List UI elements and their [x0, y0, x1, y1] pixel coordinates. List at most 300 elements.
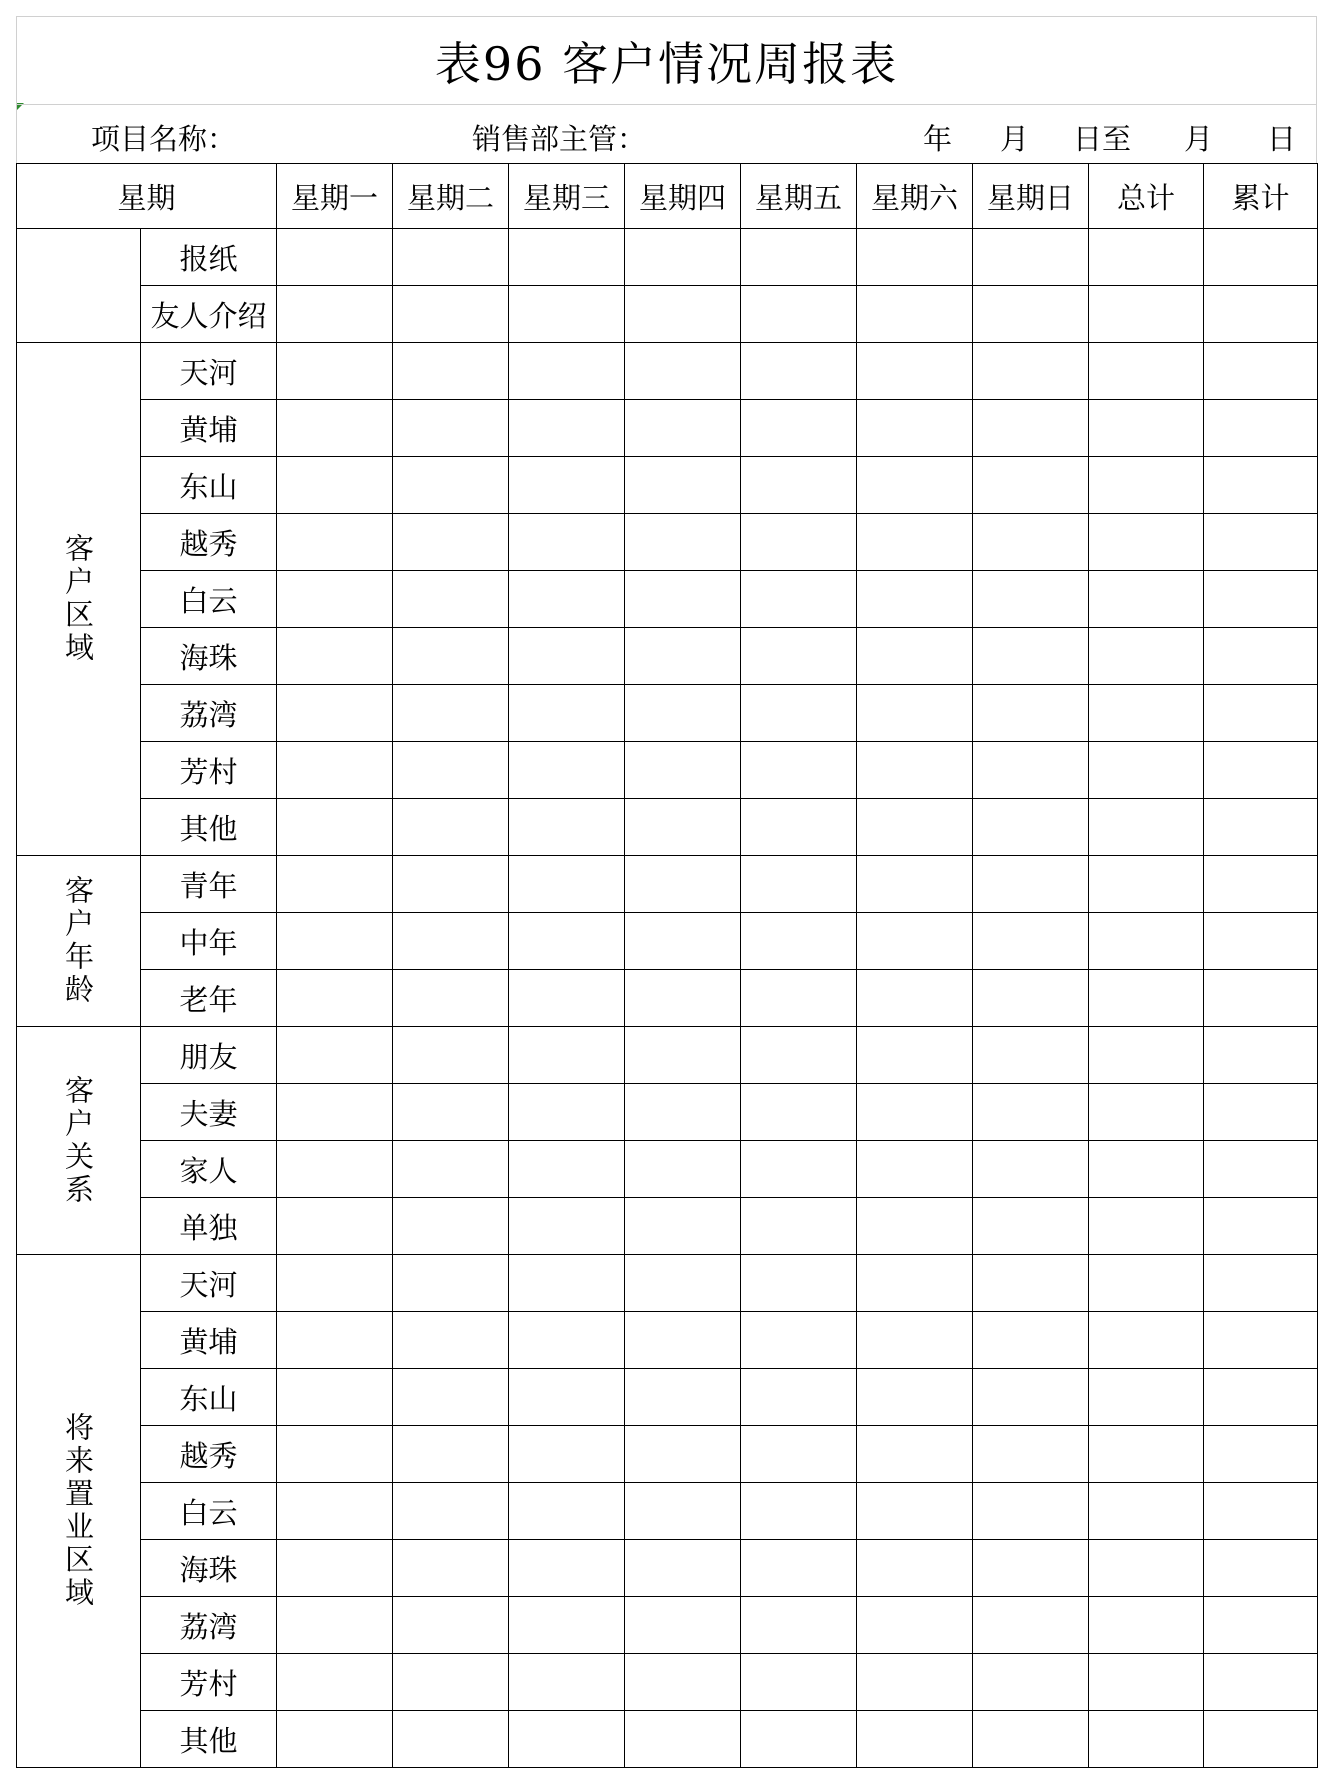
data-cell[interactable]: [857, 514, 973, 571]
data-cell[interactable]: [625, 799, 741, 856]
data-cell[interactable]: [857, 1198, 973, 1255]
table-row: [17, 856, 1318, 913]
data-cell[interactable]: [393, 1312, 509, 1369]
data-cell[interactable]: [625, 1084, 741, 1141]
data-cell[interactable]: [741, 1198, 857, 1255]
data-cell[interactable]: [509, 1027, 625, 1084]
data-cell[interactable]: [509, 742, 625, 799]
data-cell[interactable]: [509, 1426, 625, 1483]
table-row: [17, 628, 1318, 685]
data-cell[interactable]: [393, 1654, 509, 1711]
data-cell[interactable]: [857, 457, 973, 514]
data-cell[interactable]: [741, 1141, 857, 1198]
data-cell[interactable]: [741, 1255, 857, 1312]
data-cell[interactable]: [277, 1198, 393, 1255]
row-label-cell: 越秀: [141, 514, 277, 571]
data-cell[interactable]: [509, 1198, 625, 1255]
data-cell[interactable]: [1204, 1540, 1318, 1597]
group-label-cell: 客户年龄: [17, 856, 141, 1027]
data-cell[interactable]: [277, 1255, 393, 1312]
data-cell[interactable]: [625, 685, 741, 742]
data-cell[interactable]: [1204, 913, 1318, 970]
data-cell[interactable]: [1089, 400, 1204, 457]
data-cell[interactable]: [1089, 1027, 1204, 1084]
row-label-cell: 中年: [141, 913, 277, 970]
data-cell[interactable]: [741, 970, 857, 1027]
data-cell[interactable]: [509, 970, 625, 1027]
data-cell[interactable]: [509, 913, 625, 970]
data-cell[interactable]: [277, 685, 393, 742]
data-cell[interactable]: [1204, 1027, 1318, 1084]
data-cell[interactable]: [1089, 628, 1204, 685]
data-cell[interactable]: [393, 1483, 509, 1540]
day-to-label: 日至: [1073, 122, 1132, 156]
row-label-cell: 黄埔: [141, 1312, 277, 1369]
data-cell[interactable]: [857, 1312, 973, 1369]
data-cell[interactable]: [509, 514, 625, 571]
data-cell[interactable]: [625, 1654, 741, 1711]
data-cell[interactable]: [277, 856, 393, 913]
row-label-cell: 荔湾: [141, 685, 277, 742]
data-cell[interactable]: [509, 571, 625, 628]
data-cell[interactable]: [625, 229, 741, 286]
row-label-cell: 东山: [141, 1369, 277, 1426]
data-cell[interactable]: [741, 856, 857, 913]
data-cell[interactable]: [1089, 343, 1204, 400]
data-cell[interactable]: [741, 685, 857, 742]
data-cell[interactable]: [393, 1711, 509, 1768]
week-header-cell: 星期: [17, 164, 277, 229]
data-cell[interactable]: [973, 1141, 1089, 1198]
data-cell[interactable]: [973, 343, 1089, 400]
data-cell[interactable]: [509, 343, 625, 400]
data-cell[interactable]: [393, 400, 509, 457]
data-cell[interactable]: [1089, 799, 1204, 856]
data-cell[interactable]: [625, 970, 741, 1027]
row-label-cell: 天河: [141, 1255, 277, 1312]
data-cell[interactable]: [1089, 457, 1204, 514]
table-row: [17, 1597, 1318, 1654]
table-row: [17, 1654, 1318, 1711]
data-cell[interactable]: [741, 913, 857, 970]
data-cell[interactable]: [973, 229, 1089, 286]
data-cell[interactable]: [857, 1084, 973, 1141]
data-cell[interactable]: [741, 628, 857, 685]
data-cell[interactable]: [973, 514, 1089, 571]
page-title: 表96 客户情况周报表: [434, 36, 899, 91]
data-cell[interactable]: [1089, 229, 1204, 286]
data-cell[interactable]: [973, 1084, 1089, 1141]
data-cell[interactable]: [393, 571, 509, 628]
table-row: [17, 1711, 1318, 1768]
data-cell[interactable]: [625, 856, 741, 913]
data-cell[interactable]: [393, 1084, 509, 1141]
data-cell[interactable]: [393, 229, 509, 286]
data-cell[interactable]: [973, 1369, 1089, 1426]
data-cell[interactable]: [973, 457, 1089, 514]
data-cell[interactable]: [625, 286, 741, 343]
data-cell[interactable]: [1204, 229, 1318, 286]
data-cell[interactable]: [741, 1597, 857, 1654]
data-cell[interactable]: [857, 1141, 973, 1198]
data-cell[interactable]: [509, 1141, 625, 1198]
data-cell[interactable]: [509, 1084, 625, 1141]
data-cell[interactable]: [393, 628, 509, 685]
data-cell[interactable]: [393, 1141, 509, 1198]
data-cell[interactable]: [393, 1255, 509, 1312]
data-cell[interactable]: [741, 229, 857, 286]
total-header-cell: 总计: [1089, 164, 1204, 229]
data-cell[interactable]: [277, 1141, 393, 1198]
group-label-cell: [17, 229, 141, 343]
data-cell[interactable]: [1089, 1198, 1204, 1255]
data-cell[interactable]: [1204, 1369, 1318, 1426]
data-cell[interactable]: [1204, 1597, 1318, 1654]
data-cell[interactable]: [857, 913, 973, 970]
data-cell[interactable]: [625, 457, 741, 514]
data-cell[interactable]: [1204, 856, 1318, 913]
data-cell[interactable]: [277, 286, 393, 343]
data-cell[interactable]: [857, 742, 973, 799]
data-cell[interactable]: [277, 1426, 393, 1483]
data-cell[interactable]: [973, 742, 1089, 799]
row-label-cell: 其他: [141, 1711, 277, 1768]
data-cell[interactable]: [741, 514, 857, 571]
data-cell[interactable]: [277, 400, 393, 457]
data-cell[interactable]: [393, 1540, 509, 1597]
data-cell[interactable]: [625, 1369, 741, 1426]
data-cell[interactable]: [741, 457, 857, 514]
month-label: 月: [1000, 122, 1030, 156]
data-cell[interactable]: [973, 286, 1089, 343]
data-cell[interactable]: [1204, 1141, 1318, 1198]
data-cell[interactable]: [1089, 514, 1204, 571]
data-cell[interactable]: [393, 856, 509, 913]
data-cell[interactable]: [1089, 742, 1204, 799]
data-cell[interactable]: [741, 742, 857, 799]
data-cell[interactable]: [625, 1540, 741, 1597]
data-cell[interactable]: [857, 1654, 973, 1711]
data-cell[interactable]: [973, 856, 1089, 913]
data-cell[interactable]: [1204, 685, 1318, 742]
data-cell[interactable]: [1089, 685, 1204, 742]
data-cell[interactable]: [1204, 1654, 1318, 1711]
data-cell[interactable]: [277, 742, 393, 799]
day-header-cell: 星期六: [857, 164, 973, 229]
group-label-cell: 客户关系: [17, 1027, 141, 1255]
data-cell[interactable]: [277, 1483, 393, 1540]
data-cell[interactable]: [741, 1711, 857, 1768]
row-label-cell: 荔湾: [141, 1597, 277, 1654]
data-cell[interactable]: [857, 1369, 973, 1426]
table-row: [17, 742, 1318, 799]
data-cell[interactable]: [393, 343, 509, 400]
data-cell[interactable]: [277, 799, 393, 856]
data-cell[interactable]: [625, 514, 741, 571]
data-cell[interactable]: [277, 1597, 393, 1654]
data-cell[interactable]: [741, 343, 857, 400]
data-cell[interactable]: [857, 1711, 973, 1768]
data-cell[interactable]: [1204, 742, 1318, 799]
row-label-cell: 老年: [141, 970, 277, 1027]
data-cell[interactable]: [277, 1027, 393, 1084]
table-row: [17, 286, 1318, 343]
data-cell[interactable]: [973, 1312, 1089, 1369]
data-cell[interactable]: [973, 1540, 1089, 1597]
data-cell[interactable]: [625, 343, 741, 400]
data-cell[interactable]: [973, 1255, 1089, 1312]
data-cell[interactable]: [277, 514, 393, 571]
data-cell[interactable]: [277, 1654, 393, 1711]
data-cell[interactable]: [973, 1027, 1089, 1084]
data-cell[interactable]: [1089, 1540, 1204, 1597]
data-cell[interactable]: [277, 1084, 393, 1141]
data-cell[interactable]: [509, 400, 625, 457]
data-cell[interactable]: [1089, 1654, 1204, 1711]
data-cell[interactable]: [509, 1711, 625, 1768]
data-cell[interactable]: [277, 913, 393, 970]
data-cell[interactable]: [625, 913, 741, 970]
data-cell[interactable]: [1204, 1312, 1318, 1369]
group-label-cell: 客户区域: [17, 343, 141, 856]
data-cell[interactable]: [857, 856, 973, 913]
cumulative-header-cell: 累计: [1204, 164, 1318, 229]
report-sheet: [16, 16, 1317, 1768]
data-cell[interactable]: [509, 799, 625, 856]
data-cell[interactable]: [741, 400, 857, 457]
data-cell[interactable]: [857, 1255, 973, 1312]
data-cell[interactable]: [277, 1540, 393, 1597]
data-cell[interactable]: [973, 970, 1089, 1027]
data-cell[interactable]: [625, 1711, 741, 1768]
data-cell[interactable]: [741, 1027, 857, 1084]
data-cell[interactable]: [857, 286, 973, 343]
data-cell[interactable]: [509, 1654, 625, 1711]
data-cell[interactable]: [1089, 571, 1204, 628]
data-cell[interactable]: [625, 1141, 741, 1198]
data-cell[interactable]: [393, 1597, 509, 1654]
data-cell[interactable]: [1204, 457, 1318, 514]
data-cell[interactable]: [277, 229, 393, 286]
data-cell[interactable]: [973, 1597, 1089, 1654]
data-cell[interactable]: [625, 1597, 741, 1654]
data-cell[interactable]: [509, 1312, 625, 1369]
row-label-cell: 友人介绍: [141, 286, 277, 343]
data-cell[interactable]: [277, 1711, 393, 1768]
data-cell[interactable]: [1204, 799, 1318, 856]
data-cell[interactable]: [1089, 1483, 1204, 1540]
data-cell[interactable]: [741, 1369, 857, 1426]
data-cell[interactable]: [509, 856, 625, 913]
data-cell[interactable]: [1204, 343, 1318, 400]
data-cell[interactable]: [625, 571, 741, 628]
data-cell[interactable]: [973, 571, 1089, 628]
data-cell[interactable]: [973, 1426, 1089, 1483]
table-row: [17, 1483, 1318, 1540]
data-cell[interactable]: [973, 400, 1089, 457]
data-cell[interactable]: [973, 1654, 1089, 1711]
data-cell[interactable]: [393, 1198, 509, 1255]
data-cell[interactable]: [277, 628, 393, 685]
data-cell[interactable]: [1089, 1711, 1204, 1768]
data-cell[interactable]: [741, 1540, 857, 1597]
data-cell[interactable]: [393, 1426, 509, 1483]
data-cell[interactable]: [857, 571, 973, 628]
data-cell[interactable]: [625, 1312, 741, 1369]
data-cell[interactable]: [1089, 1084, 1204, 1141]
data-cell[interactable]: [1089, 856, 1204, 913]
data-cell[interactable]: [857, 400, 973, 457]
data-cell[interactable]: [973, 628, 1089, 685]
data-cell[interactable]: [1204, 1483, 1318, 1540]
data-cell[interactable]: [1089, 286, 1204, 343]
data-cell[interactable]: [741, 1654, 857, 1711]
row-label-cell: 芳村: [141, 742, 277, 799]
report-table: [16, 163, 1318, 1768]
day-header-cell: 星期日: [973, 164, 1089, 229]
data-cell[interactable]: [393, 1369, 509, 1426]
data-cell[interactable]: [625, 742, 741, 799]
data-cell[interactable]: [625, 400, 741, 457]
data-cell[interactable]: [509, 286, 625, 343]
data-cell[interactable]: [509, 1540, 625, 1597]
data-cell[interactable]: [741, 1084, 857, 1141]
data-cell[interactable]: [277, 1369, 393, 1426]
data-cell[interactable]: [625, 1027, 741, 1084]
data-cell[interactable]: [509, 1483, 625, 1540]
data-cell[interactable]: [1204, 1198, 1318, 1255]
data-cell[interactable]: [857, 1483, 973, 1540]
data-cell[interactable]: [1089, 1426, 1204, 1483]
data-cell[interactable]: [1089, 1141, 1204, 1198]
data-cell[interactable]: [1089, 970, 1204, 1027]
data-cell[interactable]: [393, 799, 509, 856]
row-label-cell: 越秀: [141, 1426, 277, 1483]
day-header-cell: 星期三: [509, 164, 625, 229]
data-cell[interactable]: [393, 286, 509, 343]
data-cell[interactable]: [625, 1198, 741, 1255]
row-label-cell: 朋友: [141, 1027, 277, 1084]
data-cell[interactable]: [277, 1312, 393, 1369]
data-cell[interactable]: [1204, 970, 1318, 1027]
data-cell[interactable]: [857, 799, 973, 856]
data-cell[interactable]: [973, 913, 1089, 970]
data-cell[interactable]: [277, 970, 393, 1027]
data-cell[interactable]: [741, 1426, 857, 1483]
data-cell[interactable]: [857, 970, 973, 1027]
data-cell[interactable]: [1089, 1255, 1204, 1312]
data-cell[interactable]: [509, 229, 625, 286]
data-cell[interactable]: [857, 628, 973, 685]
data-cell[interactable]: [1204, 514, 1318, 571]
table-row: [17, 1312, 1318, 1369]
data-cell[interactable]: [509, 1597, 625, 1654]
data-cell[interactable]: [857, 1597, 973, 1654]
row-label-cell: 其他: [141, 799, 277, 856]
row-label-cell: 东山: [141, 457, 277, 514]
data-cell[interactable]: [1204, 1426, 1318, 1483]
table-row: [17, 913, 1318, 970]
data-cell[interactable]: [1204, 571, 1318, 628]
day-header-cell: 星期五: [741, 164, 857, 229]
data-cell[interactable]: [857, 343, 973, 400]
table-row: [17, 229, 1318, 286]
table-row: [17, 1084, 1318, 1141]
data-cell[interactable]: [741, 571, 857, 628]
data-cell[interactable]: [277, 571, 393, 628]
data-cell[interactable]: [973, 1198, 1089, 1255]
table-row: [17, 1027, 1318, 1084]
data-cell[interactable]: [1204, 400, 1318, 457]
data-cell[interactable]: [857, 1540, 973, 1597]
table-row: [17, 799, 1318, 856]
data-cell[interactable]: [973, 685, 1089, 742]
data-cell[interactable]: [973, 799, 1089, 856]
data-cell[interactable]: [393, 685, 509, 742]
data-cell[interactable]: [741, 1483, 857, 1540]
data-cell[interactable]: [973, 1711, 1089, 1768]
table-row: [17, 1426, 1318, 1483]
data-cell[interactable]: [1204, 1255, 1318, 1312]
data-cell[interactable]: [1089, 1312, 1204, 1369]
data-cell[interactable]: [393, 913, 509, 970]
data-cell[interactable]: [741, 286, 857, 343]
table-row: [17, 571, 1318, 628]
data-cell[interactable]: [973, 1483, 1089, 1540]
table-row: [17, 685, 1318, 742]
table-row: [17, 1198, 1318, 1255]
data-cell[interactable]: [1089, 913, 1204, 970]
data-cell[interactable]: [857, 685, 973, 742]
table-row: [17, 457, 1318, 514]
data-cell[interactable]: [625, 1255, 741, 1312]
row-label-cell: 黄埔: [141, 400, 277, 457]
data-cell[interactable]: [509, 628, 625, 685]
data-cell[interactable]: [1089, 1597, 1204, 1654]
data-cell[interactable]: [509, 1369, 625, 1426]
data-cell[interactable]: [625, 1483, 741, 1540]
data-cell[interactable]: [393, 1027, 509, 1084]
data-cell[interactable]: [509, 457, 625, 514]
row-label-cell: 海珠: [141, 628, 277, 685]
data-cell[interactable]: [1204, 1084, 1318, 1141]
header-row: [17, 164, 1318, 229]
data-cell[interactable]: [1204, 628, 1318, 685]
row-label-cell: 夫妻: [141, 1084, 277, 1141]
data-cell[interactable]: [1204, 286, 1318, 343]
data-cell[interactable]: [393, 742, 509, 799]
year-label: 年: [923, 122, 953, 156]
data-cell[interactable]: [393, 970, 509, 1027]
data-cell[interactable]: [857, 1027, 973, 1084]
data-cell[interactable]: [625, 628, 741, 685]
data-cell[interactable]: [509, 685, 625, 742]
data-cell[interactable]: [857, 229, 973, 286]
data-cell[interactable]: [277, 343, 393, 400]
data-cell[interactable]: [1204, 1711, 1318, 1768]
project-label: 项目名称：: [91, 122, 237, 156]
data-cell[interactable]: [857, 1426, 973, 1483]
data-cell[interactable]: [277, 457, 393, 514]
data-cell[interactable]: [625, 1426, 741, 1483]
data-cell[interactable]: [393, 457, 509, 514]
data-cell[interactable]: [741, 799, 857, 856]
data-cell[interactable]: [509, 1255, 625, 1312]
data-cell[interactable]: [741, 1312, 857, 1369]
data-cell[interactable]: [1089, 1369, 1204, 1426]
row-label-cell: 白云: [141, 571, 277, 628]
data-cell[interactable]: [393, 514, 509, 571]
